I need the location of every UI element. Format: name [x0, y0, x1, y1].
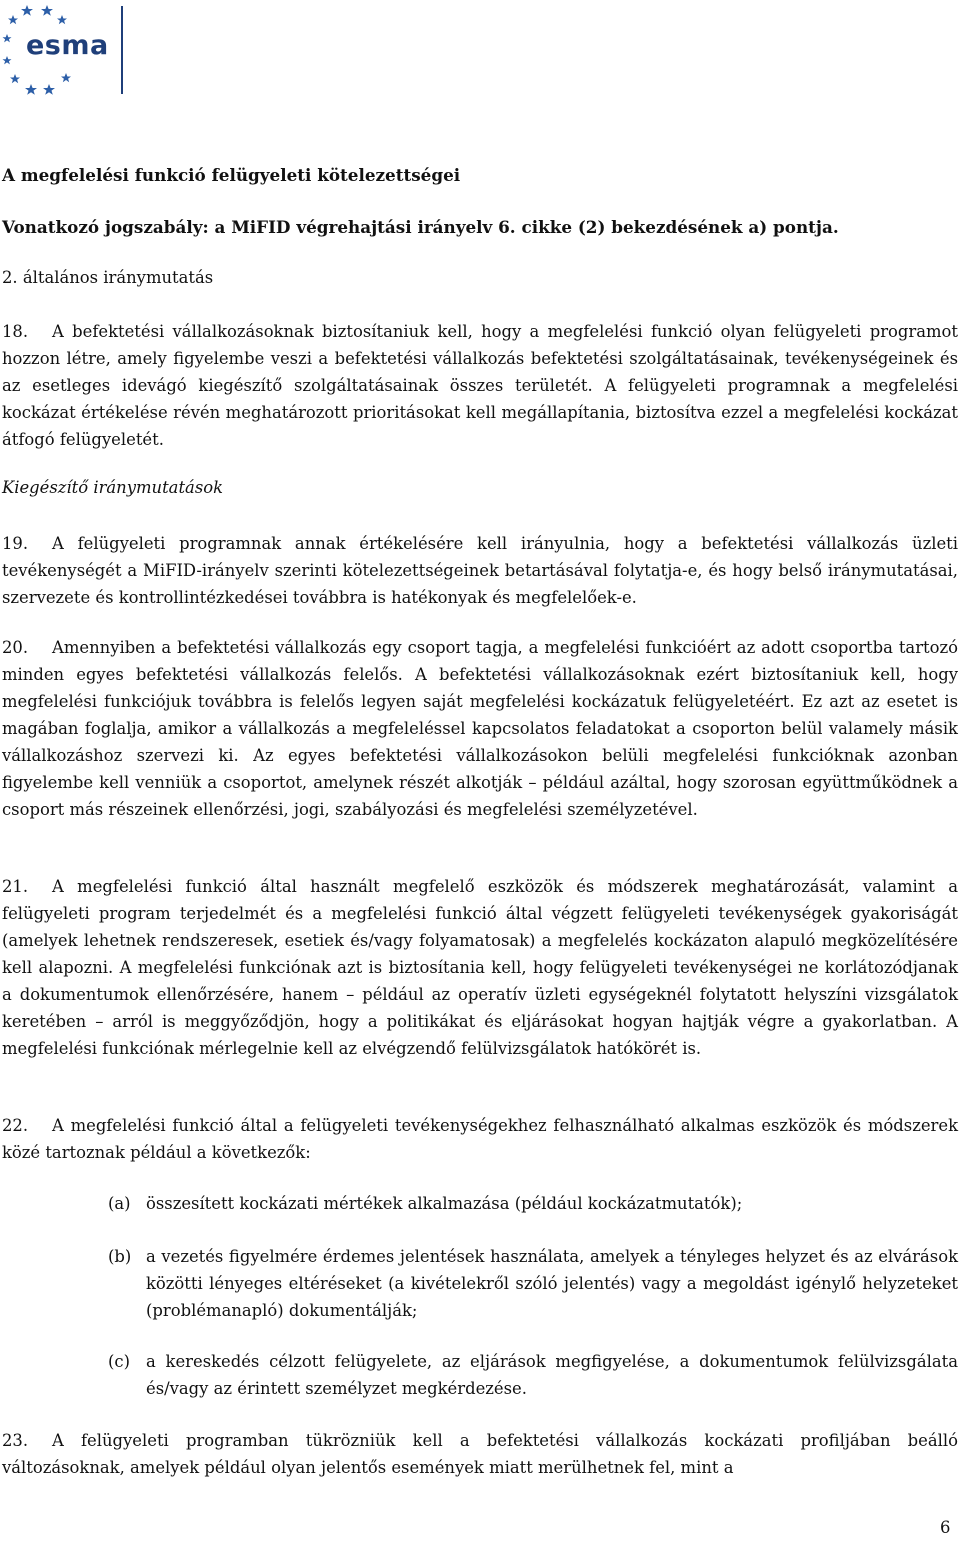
- paragraph-23: [2, 1427, 958, 1481]
- guideline-heading: 2. általános iránymutatás: [2, 268, 214, 287]
- paragraph-number: 22.: [2, 1116, 29, 1135]
- paragraph-text: A felügyeleti programban tükrözniük kell a befektetési vállalkozás kockázati profiljában beálló változásoknak, amelyek például olyan jelentős események miatt merülhetnek fel, mint a: [2, 1431, 958, 1477]
- paragraph-number: 20.: [2, 638, 29, 657]
- paragraph-22: [2, 1112, 958, 1166]
- paragraph-21: [2, 873, 958, 1062]
- paragraph-text: A felügyeleti programnak annak értékelésére kell irányulnia, hogy a befektetési vállalkozás üzleti tevékenységét a MiFID-irányelv szerinti kötelezettségeinek betartásával folytatja-e, és hogy belső iránymutatásai, szervezete és kontrollintézkedései továbbra is hatékonyak és megfelelőek-e.: [2, 534, 958, 607]
- logo-divider: [121, 6, 123, 94]
- list-item-label: (b): [108, 1247, 132, 1266]
- paragraph-text: A megfelelési funkció által a felügyeleti tevékenységekhez felhasználható alkalmas eszközök és módszerek közé tartoznak például a következők:: [2, 1116, 958, 1162]
- list-item: [108, 1243, 958, 1324]
- paragraph-19: [2, 530, 958, 611]
- list-item-label: (a): [108, 1194, 131, 1213]
- list-item-text: összesített kockázati mértékek alkalmazása (például kockázatmutatók);: [146, 1194, 743, 1213]
- paragraph-number: 23.: [2, 1431, 29, 1450]
- page-number: 6: [940, 1518, 951, 1537]
- list-item-text: a vezetés figyelmére érdemes jelentések használata, amelyek a tényleges helyzet és az elvárások közötti lényeges eltéréseket (a kivételekről szóló jelentés) vagy a megoldást igénylő helyzeteket (problémanapló) dokumentálják;: [146, 1247, 958, 1320]
- paragraph-text: Amennyiben a befektetési vállalkozás egy csoport tagja, a megfelelési funkcióért az adott csoportba tartozó minden egyes befektetési vállalkozás felelős. A befektetési vállalkozásoknak ezért biztosítaniuk kell, hogy megfelelési funkciójuk továbbra is felelős legyen saját megfelelési kockázatuk felügyeletéért. Ez azt az esetet is magában foglalja, amikor a vállalkozás a megfeleléssel kapcsolatos feladatokat a csoporton belül valamely másik vállalkozáshoz szervezi ki. Az egyes befektetési vállalkozásokon belüli megfelelési funkcióknak azonban figyelembe kell venniük a csoportot, amelynek részét alkotják – például azáltal, hogy szorosan együttműködnek a csoport más részeinek ellenőrzési, jogi, szabályozási és megfelelési személyzetével.: [2, 638, 958, 819]
- paragraph-text: A befektetési vállalkozásoknak biztosítaniuk kell, hogy a megfelelési funkció olyan felügyeleti programot hozzon létre, amely figyelembe veszi a befektetési vállalkozás befektetési szolgáltatásainak, tevékenységeinek és az esetleges idevágó kiegészítő szolgáltatásainak összes területét. A felügyeleti programnak a megfelelési kockázat értékelése révén meghatározott prioritásokat kell megállapítania, biztosítva ezzel a megfelelési kockázat átfogó felügyeletét.: [2, 322, 958, 449]
- paragraph-number: 18.: [2, 322, 29, 341]
- esma-logo: [0, 0, 140, 100]
- legal-basis: Vonatkozó jogszabály: a MiFID végrehajtási irányelv 6. cikke (2) bekezdésének a) pontja.: [2, 217, 839, 237]
- list-item: [108, 1190, 958, 1217]
- paragraph-number: 21.: [2, 877, 29, 896]
- logo-text: esma: [26, 30, 109, 61]
- paragraph-18: [2, 318, 958, 453]
- paragraph-20: [2, 634, 958, 823]
- paragraph-number: 19.: [2, 534, 29, 553]
- supplementary-heading: Kiegészítő iránymutatások: [2, 478, 224, 497]
- list-item-label: (c): [108, 1352, 130, 1371]
- list-item: [108, 1348, 958, 1402]
- section-title: A megfelelési funkció felügyeleti kötelezettségei: [2, 165, 461, 185]
- paragraph-text: A megfelelési funkció által használt megfelelő eszközök és módszerek meghatározását, valamint a felügyeleti program terjedelmét és a megfelelési funkció által végzett felügyeleti tevékenységek gyakoriságát (amelyek lehetnek rendszeresek, esetiek és/vagy folyamatosak) a megfelelés kockázaton alapuló megközelítésére kell alapozni. A megfelelési funkciónak azt is biztosítania kell, hogy felügyeleti tevékenységei ne korlátozódjanak a dokumentumok ellenőrzésére, hanem – például az operatív üzleti egységeknél folytatott helyszíni vizsgálatok keretében – arról is meggyőződjön, hogy a politikákat és eljárásokat hogyan hajtják végre a gyakorlatban. A megfelelési funkciónak mérlegelnie kell az elvégzendő felülvizsgálatok hatókörét is.: [2, 877, 958, 1058]
- list-item-text: a kereskedés célzott felügyelete, az eljárások megfigyelése, a dokumentumok felülvizsgálata és/vagy az érintett személyzet megkérdezése.: [146, 1352, 958, 1398]
